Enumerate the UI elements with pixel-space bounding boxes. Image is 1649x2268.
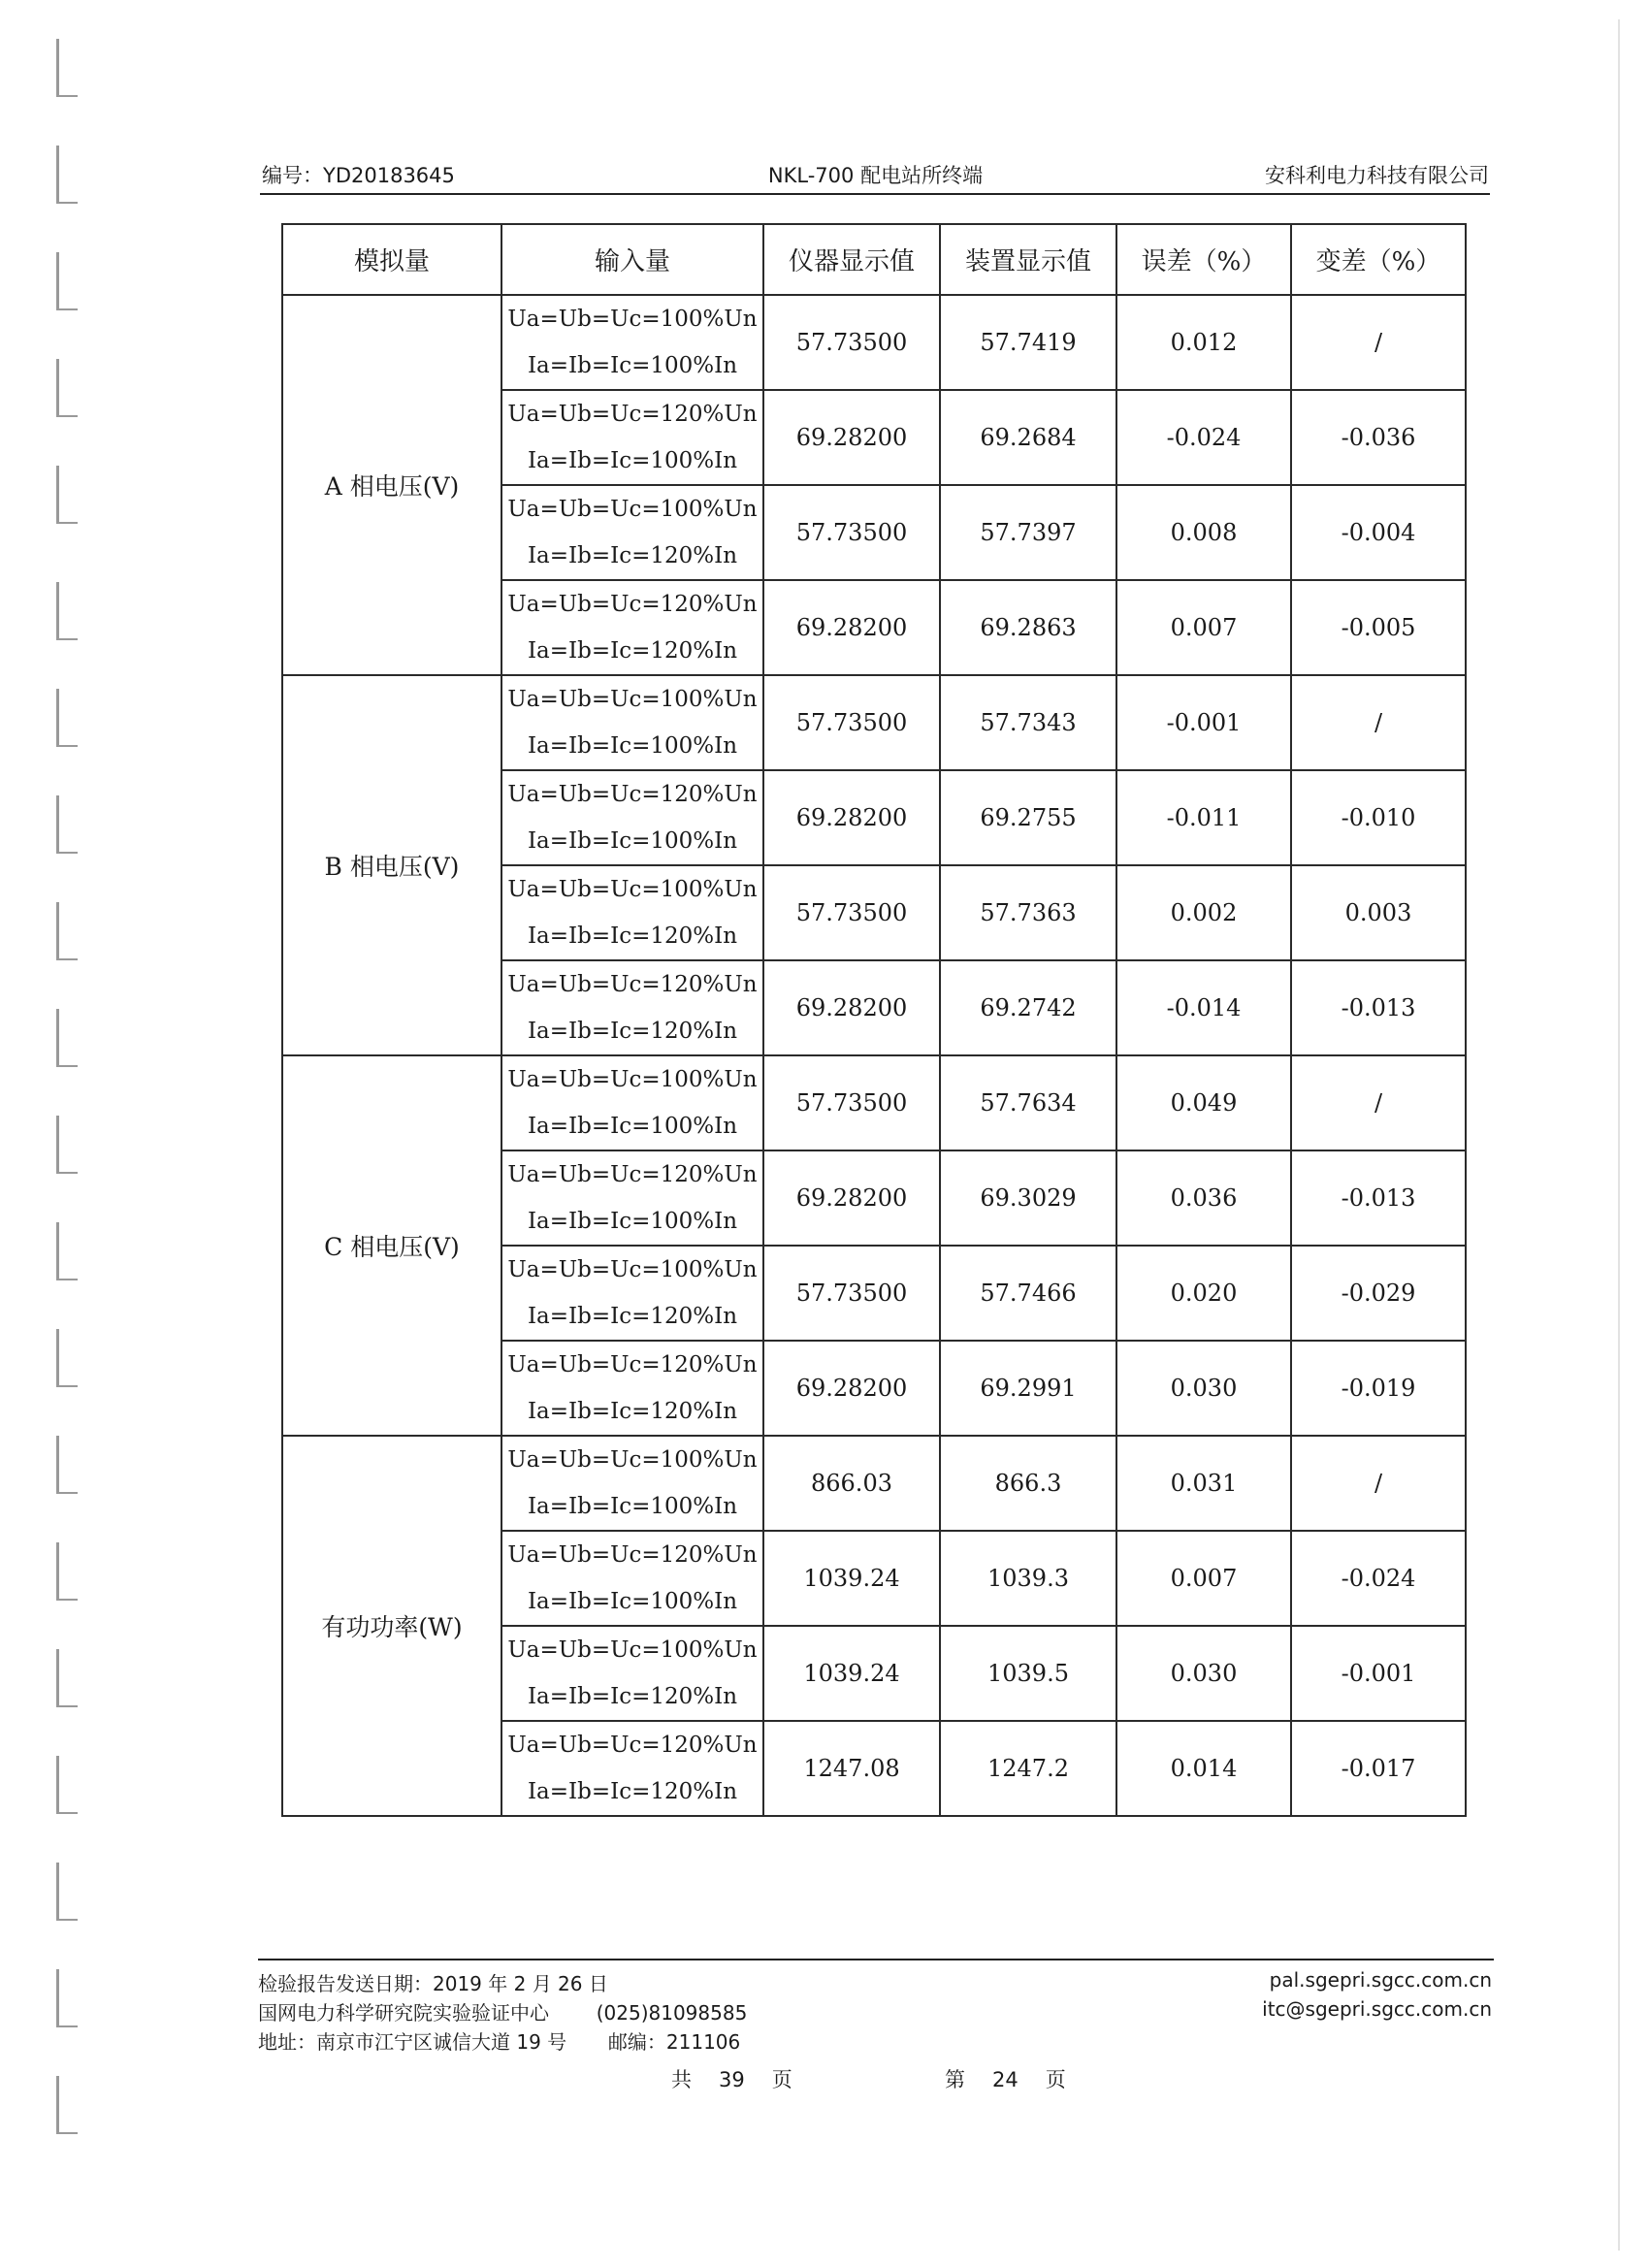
total-pages-number: 39 bbox=[719, 2068, 745, 2091]
binding-mark bbox=[56, 1222, 59, 1280]
current-condition: Ia=Ib=Ic=100%In bbox=[527, 448, 738, 473]
column-header: 装置显示值 bbox=[940, 224, 1116, 295]
device-value: 57.7343 bbox=[940, 675, 1116, 770]
input-condition bbox=[501, 1531, 763, 1626]
meter-value: 69.28200 bbox=[763, 770, 940, 865]
error-value: 0.030 bbox=[1116, 1626, 1291, 1721]
column-header: 变差（%） bbox=[1291, 224, 1466, 295]
current-condition: Ia=Ib=Ic=120%In bbox=[527, 1684, 738, 1709]
page-number: 24 bbox=[992, 2068, 1018, 2091]
variation-value: 0.003 bbox=[1291, 865, 1466, 960]
input-condition bbox=[501, 1436, 763, 1531]
voltage-condition: Ua=Ub=Uc=120%Un bbox=[507, 972, 758, 997]
measurement-group-label: A 相电压(V) bbox=[282, 295, 501, 675]
meter-value: 57.73500 bbox=[763, 485, 940, 580]
meter-value: 69.28200 bbox=[763, 1150, 940, 1246]
binding-mark bbox=[56, 795, 59, 854]
input-condition bbox=[501, 1055, 763, 1150]
voltage-condition: Ua=Ub=Uc=100%Un bbox=[507, 497, 758, 522]
error-value: 0.020 bbox=[1116, 1246, 1291, 1341]
current-condition: Ia=Ib=Ic=120%In bbox=[527, 923, 738, 949]
input-condition bbox=[501, 865, 763, 960]
input-condition bbox=[501, 1150, 763, 1246]
institute-name: 国网电力科学研究院实验验证中心 bbox=[258, 2001, 549, 2025]
variation-value: / bbox=[1291, 1436, 1466, 1531]
voltage-condition: Ua=Ub=Uc=100%Un bbox=[507, 1257, 758, 1282]
input-condition bbox=[501, 770, 763, 865]
variation-value: / bbox=[1291, 675, 1466, 770]
error-value: -0.011 bbox=[1116, 770, 1291, 865]
measurement-group-label: C 相电压(V) bbox=[282, 1055, 501, 1436]
binding-mark bbox=[56, 902, 59, 960]
test-results-table bbox=[281, 223, 1467, 1817]
meter-value: 69.28200 bbox=[763, 390, 940, 485]
postcode: 邮编：211106 bbox=[607, 2030, 741, 2054]
binding-mark bbox=[56, 582, 59, 640]
table-row bbox=[282, 675, 1466, 770]
device-value: 57.7397 bbox=[940, 485, 1116, 580]
device-name: NKL-700 配电站所终端 bbox=[767, 164, 984, 187]
page-suffix: 页 bbox=[1045, 2068, 1066, 2091]
current-condition: Ia=Ib=Ic=100%In bbox=[527, 1589, 738, 1614]
current-condition: Ia=Ib=Ic=100%In bbox=[527, 353, 738, 378]
binding-mark bbox=[56, 1756, 59, 1814]
binding-mark bbox=[56, 1969, 59, 2027]
voltage-condition: Ua=Ub=Uc=120%Un bbox=[507, 782, 758, 807]
input-condition bbox=[501, 960, 763, 1055]
device-value: 69.2863 bbox=[940, 580, 1116, 675]
voltage-condition: Ua=Ub=Uc=120%Un bbox=[507, 1733, 758, 1758]
meter-value: 1039.24 bbox=[763, 1531, 940, 1626]
variation-value: -0.010 bbox=[1291, 770, 1466, 865]
column-header: 模拟量 bbox=[282, 224, 501, 295]
table-row bbox=[282, 1055, 1466, 1150]
device-value: 69.2755 bbox=[940, 770, 1116, 865]
variation-value: -0.024 bbox=[1291, 1531, 1466, 1626]
error-value: -0.001 bbox=[1116, 675, 1291, 770]
meter-value: 57.73500 bbox=[763, 675, 940, 770]
error-value: 0.012 bbox=[1116, 295, 1291, 390]
footer-divider bbox=[258, 1959, 1494, 1960]
input-condition bbox=[501, 390, 763, 485]
page-prefix: 第 bbox=[945, 2068, 965, 2091]
current-condition: Ia=Ib=Ic=100%In bbox=[527, 828, 738, 854]
input-condition bbox=[501, 1341, 763, 1436]
voltage-condition: Ua=Ub=Uc=120%Un bbox=[507, 402, 758, 427]
current-condition: Ia=Ib=Ic=120%In bbox=[527, 1399, 738, 1424]
address-line bbox=[258, 2026, 740, 2055]
device-value: 1039.3 bbox=[940, 1531, 1116, 1626]
meter-value: 1247.08 bbox=[763, 1721, 940, 1816]
device-value: 866.3 bbox=[940, 1436, 1116, 1531]
device-value: 69.2742 bbox=[940, 960, 1116, 1055]
device-value: 57.7634 bbox=[940, 1055, 1116, 1150]
input-condition bbox=[501, 1626, 763, 1721]
website: pal.sgepri.sgcc.com.cn bbox=[1269, 1968, 1492, 1992]
variation-value: -0.019 bbox=[1291, 1341, 1466, 1436]
input-condition bbox=[501, 675, 763, 770]
column-header: 仪器显示值 bbox=[763, 224, 940, 295]
address: 地址：南京市江宁区诚信大道 19 号 bbox=[258, 2030, 567, 2054]
input-condition bbox=[501, 295, 763, 390]
binding-mark bbox=[56, 252, 59, 310]
column-header: 输入量 bbox=[501, 224, 763, 295]
voltage-condition: Ua=Ub=Uc=100%Un bbox=[507, 877, 758, 902]
device-value: 57.7466 bbox=[940, 1246, 1116, 1341]
error-value: 0.002 bbox=[1116, 865, 1291, 960]
current-condition: Ia=Ib=Ic=100%In bbox=[527, 733, 738, 759]
current-condition: Ia=Ib=Ic=120%In bbox=[527, 1304, 738, 1329]
binding-mark bbox=[56, 359, 59, 417]
send-date: 检验报告发送日期：2019 年 2 月 26 日 bbox=[258, 1972, 608, 1995]
institute-phone: (025)81098585 bbox=[596, 2001, 748, 2025]
binding-mark bbox=[56, 1116, 59, 1174]
table-body bbox=[282, 295, 1466, 1816]
device-value: 1247.2 bbox=[940, 1721, 1116, 1816]
page-header bbox=[262, 160, 1489, 189]
input-condition bbox=[501, 1246, 763, 1341]
company-name: 安科利电力科技有限公司 bbox=[1265, 164, 1489, 187]
current-condition: Ia=Ib=Ic=120%In bbox=[527, 1019, 738, 1044]
error-value: 0.007 bbox=[1116, 1531, 1291, 1626]
current-condition: Ia=Ib=Ic=100%In bbox=[527, 1209, 738, 1234]
variation-value: -0.013 bbox=[1291, 1150, 1466, 1246]
current-page bbox=[931, 2064, 1080, 2093]
meter-value: 57.73500 bbox=[763, 1055, 940, 1150]
binding-mark bbox=[56, 1542, 59, 1601]
input-condition bbox=[501, 485, 763, 580]
table-header-row bbox=[282, 224, 1466, 295]
binding-mark bbox=[56, 1649, 59, 1707]
error-value: 0.014 bbox=[1116, 1721, 1291, 1816]
error-value: 0.036 bbox=[1116, 1150, 1291, 1246]
meter-value: 866.03 bbox=[763, 1436, 940, 1531]
binding-mark bbox=[56, 39, 59, 97]
variation-value: -0.004 bbox=[1291, 485, 1466, 580]
binding-mark bbox=[56, 1329, 59, 1387]
meter-value: 57.73500 bbox=[763, 1246, 940, 1341]
current-condition: Ia=Ib=Ic=100%In bbox=[527, 1114, 738, 1139]
voltage-condition: Ua=Ub=Uc=120%Un bbox=[507, 592, 758, 617]
device-value: 69.2991 bbox=[940, 1341, 1116, 1436]
binding-mark bbox=[56, 1863, 59, 1921]
variation-value: / bbox=[1291, 1055, 1466, 1150]
total-prefix: 共 bbox=[671, 2068, 692, 2091]
binding-mark bbox=[56, 146, 59, 204]
error-value: -0.024 bbox=[1116, 390, 1291, 485]
meter-value: 69.28200 bbox=[763, 960, 940, 1055]
variation-value: / bbox=[1291, 295, 1466, 390]
error-value: -0.014 bbox=[1116, 960, 1291, 1055]
error-value: 0.030 bbox=[1116, 1341, 1291, 1436]
voltage-condition: Ua=Ub=Uc=120%Un bbox=[507, 1352, 758, 1377]
error-value: 0.008 bbox=[1116, 485, 1291, 580]
total-suffix: 页 bbox=[771, 2068, 792, 2091]
meter-value: 57.73500 bbox=[763, 865, 940, 960]
meter-value: 57.73500 bbox=[763, 295, 940, 390]
measurement-group-label: 有功功率(W) bbox=[282, 1436, 501, 1816]
current-condition: Ia=Ib=Ic=120%In bbox=[527, 1779, 738, 1804]
error-value: 0.007 bbox=[1116, 580, 1291, 675]
voltage-condition: Ua=Ub=Uc=100%Un bbox=[507, 1067, 758, 1092]
meter-value: 69.28200 bbox=[763, 1341, 940, 1436]
total-pages bbox=[658, 2064, 806, 2093]
voltage-condition: Ua=Ub=Uc=100%Un bbox=[507, 1637, 758, 1663]
input-condition bbox=[501, 580, 763, 675]
variation-value: -0.001 bbox=[1291, 1626, 1466, 1721]
meter-value: 69.28200 bbox=[763, 580, 940, 675]
voltage-condition: Ua=Ub=Uc=100%Un bbox=[507, 687, 758, 712]
device-value: 57.7363 bbox=[940, 865, 1116, 960]
current-condition: Ia=Ib=Ic=100%In bbox=[527, 1494, 738, 1519]
binding-mark bbox=[56, 1009, 59, 1067]
current-condition: Ia=Ib=Ic=120%In bbox=[527, 543, 738, 568]
error-value: 0.049 bbox=[1116, 1055, 1291, 1150]
voltage-condition: Ua=Ub=Uc=100%Un bbox=[507, 1447, 758, 1473]
error-value: 0.031 bbox=[1116, 1436, 1291, 1531]
voltage-condition: Ua=Ub=Uc=120%Un bbox=[507, 1542, 758, 1568]
binding-mark bbox=[56, 689, 59, 747]
table-row bbox=[282, 295, 1466, 390]
header-divider bbox=[260, 193, 1490, 195]
report-number: 编号：YD20183645 bbox=[262, 164, 455, 187]
variation-value: -0.029 bbox=[1291, 1246, 1466, 1341]
variation-value: -0.036 bbox=[1291, 390, 1466, 485]
device-value: 69.2684 bbox=[940, 390, 1116, 485]
binding-mark bbox=[56, 466, 59, 524]
binding-mark bbox=[56, 1436, 59, 1494]
voltage-condition: Ua=Ub=Uc=120%Un bbox=[507, 1162, 758, 1187]
device-value: 57.7419 bbox=[940, 295, 1116, 390]
meter-value: 1039.24 bbox=[763, 1626, 940, 1721]
table-row bbox=[282, 1436, 1466, 1531]
column-header: 误差（%） bbox=[1116, 224, 1291, 295]
device-value: 1039.5 bbox=[940, 1626, 1116, 1721]
binding-mark bbox=[56, 2076, 59, 2134]
variation-value: -0.005 bbox=[1291, 580, 1466, 675]
institute-line bbox=[258, 1997, 747, 2025]
input-condition bbox=[501, 1721, 763, 1816]
measurement-group-label: B 相电压(V) bbox=[282, 675, 501, 1055]
scan-edge-line bbox=[1618, 19, 1620, 2251]
variation-value: -0.013 bbox=[1291, 960, 1466, 1055]
email: itc@sgepri.sgcc.com.cn bbox=[1262, 1997, 1492, 2021]
voltage-condition: Ua=Ub=Uc=100%Un bbox=[507, 307, 758, 332]
variation-value: -0.017 bbox=[1291, 1721, 1466, 1816]
device-value: 69.3029 bbox=[940, 1150, 1116, 1246]
current-condition: Ia=Ib=Ic=120%In bbox=[527, 638, 738, 664]
